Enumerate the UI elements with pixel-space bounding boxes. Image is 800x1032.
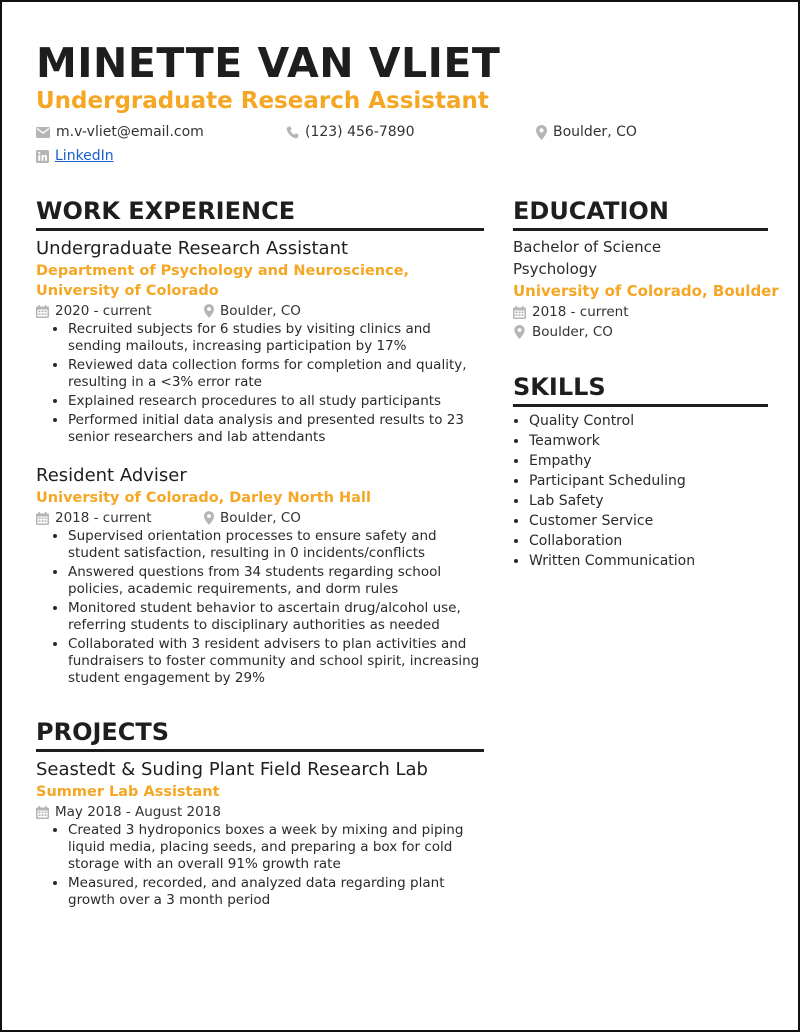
linkedin-icon xyxy=(36,150,49,163)
bullet-item: • Monitored student behavior to ascertain drug/alcohol use, referring students to disciplinary authorities as needed xyxy=(68,600,484,634)
contact-row xyxy=(36,120,764,144)
skill-item: • Written Communication xyxy=(529,551,768,571)
education-dates xyxy=(513,302,768,322)
bullet-item: • Recruited subjects for 6 studies by visiting clinics and sending mailouts, increasing participation by 17% xyxy=(68,321,484,355)
skill-item: • Quality Control xyxy=(529,411,768,431)
job-entry xyxy=(36,237,484,446)
project-entry xyxy=(36,758,484,909)
contact-email xyxy=(36,124,286,140)
map-pin-icon xyxy=(204,511,214,525)
calendar-icon xyxy=(36,305,49,318)
job-bullets xyxy=(36,528,484,687)
job-dates-text: 2020 - current xyxy=(55,303,152,319)
left-column xyxy=(36,196,484,911)
job-location-text: Boulder, CO xyxy=(220,510,301,526)
skill-item: • Participant Scheduling xyxy=(529,471,768,491)
education-entry xyxy=(513,236,779,342)
bullet-item: • Answered questions from 34 students regarding school policies, academic requirements, and dorm rules xyxy=(68,564,484,598)
job-meta xyxy=(36,301,484,321)
project-title: Seastedt & Suding Plant Field Research Lab xyxy=(36,759,428,780)
email-text[interactable]: m.v-vliet@email.com xyxy=(56,124,204,140)
contact-phone xyxy=(286,124,536,140)
bullet-item: • Measured, recorded, and analyzed data regarding plant growth over a 3 month period xyxy=(68,875,484,909)
contact-linkedin xyxy=(36,148,114,164)
bullet-item: • Reviewed data collection forms for completion and quality, resulting in a <3% error rate xyxy=(68,357,484,391)
candidate-title: Undergraduate Research Assistant xyxy=(36,88,489,114)
bullet-item: • Explained research procedures to all study participants xyxy=(68,393,484,410)
contact-row-2 xyxy=(36,144,764,168)
project-dates-text: May 2018 - August 2018 xyxy=(55,804,221,820)
education-location xyxy=(513,322,768,342)
degree: Bachelor of Science xyxy=(513,238,662,256)
bullet-item: • Created 3 hydroponics boxes a week by mixing and piping liquid media, placing seeds, and preparing a box for cold storage with an overall 91% growth rate xyxy=(68,822,484,873)
skills-heading: SKILLS xyxy=(513,372,768,407)
calendar-icon xyxy=(513,306,526,319)
job-dates xyxy=(36,508,204,528)
job-bullets xyxy=(36,321,484,446)
education-heading: EDUCATION xyxy=(513,196,768,231)
calendar-icon xyxy=(36,806,49,819)
job-title: Undergraduate Research Assistant xyxy=(36,238,349,259)
job-location xyxy=(204,508,301,528)
skill-item: • Empathy xyxy=(529,451,768,471)
phone-icon xyxy=(286,126,299,139)
skill-item: • Collaboration xyxy=(529,531,768,551)
job-title: Resident Adviser xyxy=(36,465,187,486)
skill-item: • Customer Service xyxy=(529,511,768,531)
job-dates-text: 2018 - current xyxy=(55,510,152,526)
project-meta xyxy=(36,802,484,822)
map-pin-icon xyxy=(536,125,547,140)
education-location-text: Boulder, CO xyxy=(532,324,613,340)
education-dates-text: 2018 - current xyxy=(532,304,629,320)
map-pin-icon xyxy=(204,304,214,318)
skill-item: • Teamwork xyxy=(529,431,768,451)
envelope-icon xyxy=(36,127,50,138)
phone-text: (123) 456-7890 xyxy=(305,124,415,140)
job-dates xyxy=(36,301,204,321)
education-location-group xyxy=(513,322,613,342)
map-pin-icon xyxy=(513,325,526,339)
job-entry xyxy=(36,464,484,687)
linkedin-link[interactable]: LinkedIn xyxy=(55,148,114,164)
school-name: University of Colorado, Boulder xyxy=(513,282,779,300)
work-experience-heading: WORK EXPERIENCE xyxy=(36,196,484,231)
location-text: Boulder, CO xyxy=(553,124,637,140)
bullet-item: • Performed initial data analysis and presented results to 23 senior researchers and lab attendants xyxy=(68,412,484,446)
job-location xyxy=(204,301,301,321)
bullet-item: • Supervised orientation processes to ensure safety and student satisfaction, resulting in 0 incidents/conflicts xyxy=(68,528,484,562)
job-meta xyxy=(36,508,484,528)
right-column xyxy=(513,196,779,571)
job-location-text: Boulder, CO xyxy=(220,303,301,319)
skills-list xyxy=(513,411,768,571)
field-of-study: Psychology xyxy=(513,260,598,278)
project-dates xyxy=(36,802,221,822)
job-organization: Department of Psychology and Neuroscience, University of Colorado xyxy=(36,263,410,299)
candidate-name: MINETTE VAN VLIET xyxy=(36,39,501,87)
projects-heading: PROJECTS xyxy=(36,717,484,752)
contact-location xyxy=(536,124,637,140)
job-organization: University of Colorado, Darley North Hall xyxy=(36,490,371,506)
calendar-icon xyxy=(36,512,49,525)
project-role: Summer Lab Assistant xyxy=(36,784,220,800)
skill-item: • Lab Safety xyxy=(529,491,768,511)
education-dates-group xyxy=(513,302,629,322)
project-bullets xyxy=(36,822,484,909)
bullet-item: • Collaborated with 3 resident advisers to plan activities and fundraisers to foster community and school spirit, increasing student engagement by 29% xyxy=(68,636,484,687)
